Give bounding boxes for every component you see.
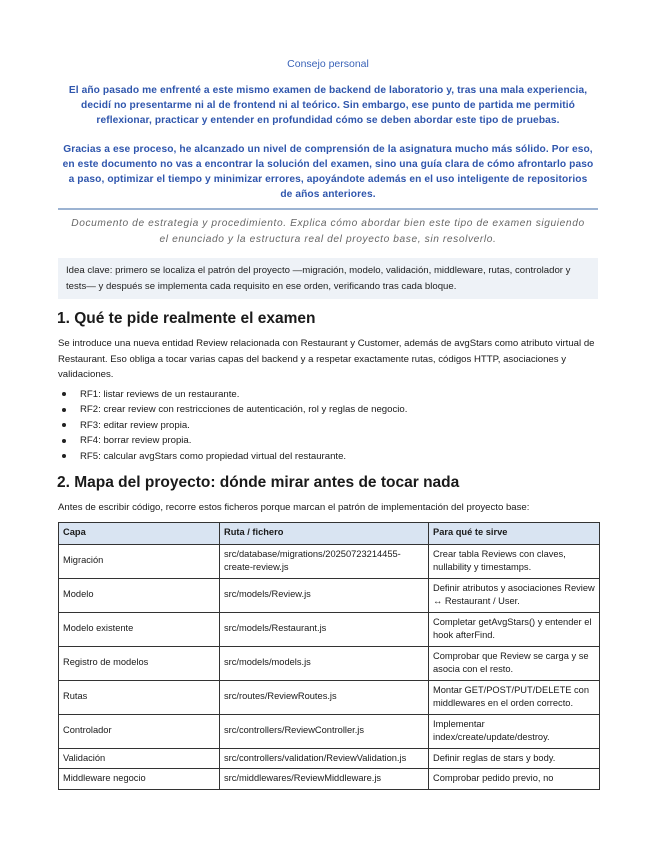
table-cell: Montar GET/POST/PUT/DELETE con middlewares en el orden correcto. bbox=[429, 680, 600, 714]
list-item: RF3: editar review propia. bbox=[80, 418, 598, 434]
advice-paragraph-1: El año pasado me enfrenté a este mismo examen de backend de laboratorio y, tras una mala experiencia, decidí no presentarme ni al de frontend ni al teórico. Sin embargo, ese punto de partida me permitió reflexionar, practicar y entender en profundidad cómo se deben abordar este tipo de pruebas. bbox=[68, 85, 588, 126]
intro-text: Documento de estrategia y procedimiento. Explica cómo abordar bien este tipo de examen siguiendo el enunciado y la estructura real del proyecto base, sin resolverlo. bbox=[71, 218, 585, 245]
list-item: RF5: calcular avgStars como propiedad virtual del restaurante. bbox=[80, 449, 598, 465]
table-cell: Comprobar que Review se carga y se asocia con el resto. bbox=[429, 646, 600, 680]
table-cell: src/controllers/ReviewController.js bbox=[220, 714, 429, 748]
table-cell: Rutas bbox=[59, 680, 220, 714]
list-item: RF2: crear review con restricciones de autenticación, rol y reglas de negocio. bbox=[80, 402, 598, 418]
table-cell: Modelo bbox=[59, 578, 220, 612]
list-item: RF1: listar reviews de un restaurante. bbox=[80, 387, 598, 403]
project-map-table bbox=[58, 522, 600, 790]
table-row bbox=[59, 544, 600, 578]
table-cell: src/middlewares/ReviewMiddleware.js bbox=[220, 769, 429, 790]
table-cell: Middleware negocio bbox=[59, 769, 220, 790]
table-cell: src/models/Review.js bbox=[220, 578, 429, 612]
table-cell: Migración bbox=[59, 544, 220, 578]
column-header-path: Ruta / fichero bbox=[220, 522, 429, 544]
table-cell: Definir atributos y asociaciones Review ↔ Restaurant / User. bbox=[429, 578, 600, 612]
table-cell: Crear tabla Reviews con claves, nullability y timestamps. bbox=[429, 544, 600, 578]
table-cell: Definir reglas de stars y body. bbox=[429, 748, 600, 769]
table-cell: src/models/models.js bbox=[220, 646, 429, 680]
table-cell: Validación bbox=[59, 748, 220, 769]
column-header-purpose: Para qué te sirve bbox=[429, 522, 600, 544]
column-header-layer: Capa bbox=[59, 522, 220, 544]
table-row bbox=[59, 612, 600, 646]
advice-paragraph-2: Gracias a ese proceso, he alcanzado un nivel de comprensión de la asignatura mucho más sólido. Por eso, en este documento no vas a encontrar la solución del examen, sino una guía clara de cómo afrontarlo paso a paso, optimizar el tiempo y minimizar errores, apoyándote además en el uso inteligente de repositorios de años anteriores. bbox=[62, 144, 594, 200]
table-cell: src/controllers/validation/ReviewValidation.js bbox=[220, 748, 429, 769]
section-2-heading: 2. Mapa del proyecto: dónde mirar antes de tocar nada bbox=[57, 474, 460, 491]
divider bbox=[58, 208, 598, 210]
key-idea-box: Idea clave: primero se localiza el patrón del proyecto —migración, modelo, validación, middleware, rutas, controlador y tests— y después se implementa cada requisito en ese orden, verificando tras cada bloque. bbox=[58, 258, 598, 299]
table-cell: Registro de modelos bbox=[59, 646, 220, 680]
table-row bbox=[59, 714, 600, 748]
table-row bbox=[59, 680, 600, 714]
table-cell: src/models/Restaurant.js bbox=[220, 612, 429, 646]
section-2-paragraph: Antes de escribir código, recorre estos ficheros porque marcan el patrón de implementación del proyecto base: bbox=[58, 502, 530, 513]
table-cell: Completar getAvgStars() y entender el hook afterFind. bbox=[429, 612, 600, 646]
section-1-paragraph: Se introduce una nueva entidad Review relacionada con Restaurant y Customer, además de avgStars como atributo virtual de Restaurant. Eso obliga a tocar varias capas del backend y a respetar exactamente rutas, códigos HTTP, asociaciones y validaciones. bbox=[58, 338, 595, 380]
table-row bbox=[59, 769, 600, 790]
table-cell: Controlador bbox=[59, 714, 220, 748]
table-row bbox=[59, 748, 600, 769]
table-row bbox=[59, 646, 600, 680]
table-row bbox=[59, 578, 600, 612]
table-cell: Modelo existente bbox=[59, 612, 220, 646]
table-cell: src/routes/ReviewRoutes.js bbox=[220, 680, 429, 714]
requirements-list bbox=[58, 387, 598, 465]
table-cell: src/database/migrations/20250723214455-create-review.js bbox=[220, 544, 429, 578]
table-cell: Implementar index/create/update/destroy. bbox=[429, 714, 600, 748]
advice-title: Consejo personal bbox=[287, 58, 369, 70]
list-item: RF4: borrar review propia. bbox=[80, 433, 598, 449]
table-cell: Comprobar pedido previo, no bbox=[429, 769, 600, 790]
table-header-row bbox=[59, 522, 600, 544]
document-page bbox=[58, 58, 598, 790]
section-1-heading: 1. Qué te pide realmente el examen bbox=[57, 310, 316, 327]
